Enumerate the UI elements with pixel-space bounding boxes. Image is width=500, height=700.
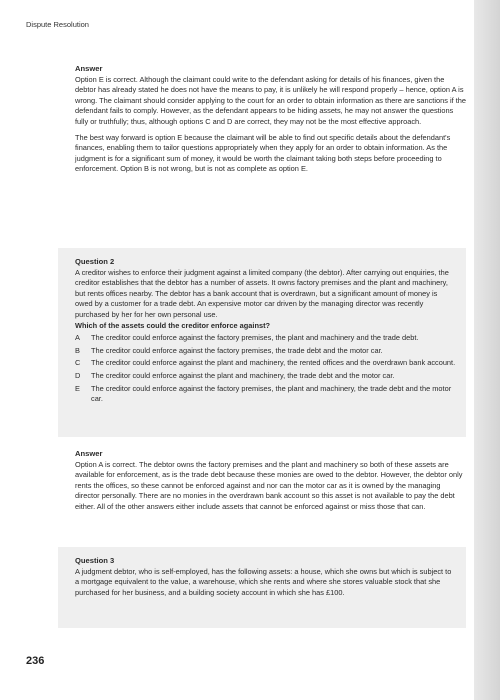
question-2-body: A creditor wishes to enforce their judgment against a limited company (the debtor). After carrying out enquiries, the creditor establishes that the debtor has a number of assets. It owns factory premises and the plant and machinery, but rents offices nearby. The debtor has a bank account that is overdrawn, but a significant amount of money is owed by a customer for a trade debt. An expensive motor car driven by the managing director was recently purchased by her for her own personal use. [75,267,449,319]
running-head: Dispute Resolution [26,20,89,29]
question-2-prompt: Which of the assets could the creditor enforce against? [75,320,271,330]
question-3-heading: Question 3 [75,556,115,565]
answer-2-heading: Answer [75,449,103,458]
option-b [75,346,456,357]
question-3-body: A judgment debtor, who is self-employed, has the following assets: a house, which she owns but which is subject to a mortgage equivalent to the value, a warehouse, which she rents and where she stores valuable stock that she purchased for her business, and a building society account in which she has £100. [75,566,452,597]
question-2-heading: Question 2 [75,257,115,266]
option-e-letter: E [75,383,80,393]
answer-1-section [75,64,467,175]
option-b-letter: B [75,345,80,355]
option-c [75,358,456,369]
answer-1-heading: Answer [75,64,103,73]
option-c-letter: C [75,358,81,368]
option-a-letter: A [75,333,80,343]
option-d-letter: D [75,370,81,380]
question-2-box [58,248,466,437]
answer-2-body: Option A is correct. The debtor owns the factory premises and the plant and machinery so both of these assets are available for enforcement, as is the trade debt because these monies are owed to the debtor. However, the debtor only rents the offices, so these cannot be enforced against and nor can the motor car as it is owned by the managing director personally. There are no monies in the overdrawn bank account so this asset is not available to pay the debt either. All of the other answers either include assets that cannot be enforced against or miss those that can. [75,459,463,511]
option-d [75,371,456,382]
page-number: 236 [26,655,45,667]
option-c-text: The creditor could enforce against the plant and machinery, the rented offices and the overdrawn bank account. [91,358,456,368]
page-edge-shadow [474,0,500,700]
option-a [75,333,456,344]
option-e [75,384,456,405]
question-3-box [58,547,466,628]
option-a-text: The creditor could enforce against the factory premises, the plant and machinery and the trade debt. [91,333,419,343]
answer-2-section [75,449,467,513]
answer-1-paragraph-2: The best way forward is option E because the claimant will be able to find out specific details about the defendant's finances, enabling them to tailor questions appropriately when they apply for an order to obtain information. As the judgment is for a significant sum of money, it would be worth the claimant taking both steps before proceeding to enforcement. Option B is not wrong, but is not as complete as option E. [75,132,451,174]
option-b-text: The creditor could enforce against the factory premises, the trade debt and the motor car. [91,345,383,355]
option-e-text: The creditor could enforce against the factory premises, the plant and machinery, the trade debt and the motor car. [91,383,452,404]
option-d-text: The creditor could enforce against the plant and machinery, the trade debt and the motor car. [91,370,395,380]
answer-1-paragraph-1: Option E is correct. Although the claimant could write to the defendant asking for details of his finances, given the debtor has already stated he does not have the means to pay, it is unlikely he will respond properly – hence, option A is wrong. The claimant should consider applying to the court for an order to obtain information as there are sanctions if the defendant fails to comply. However, as the defendant appears to be hiding assets, he may not answer the questions fully or truthfully; thus, although options C and D are correct, they may not be the most effective approach. [75,74,466,126]
